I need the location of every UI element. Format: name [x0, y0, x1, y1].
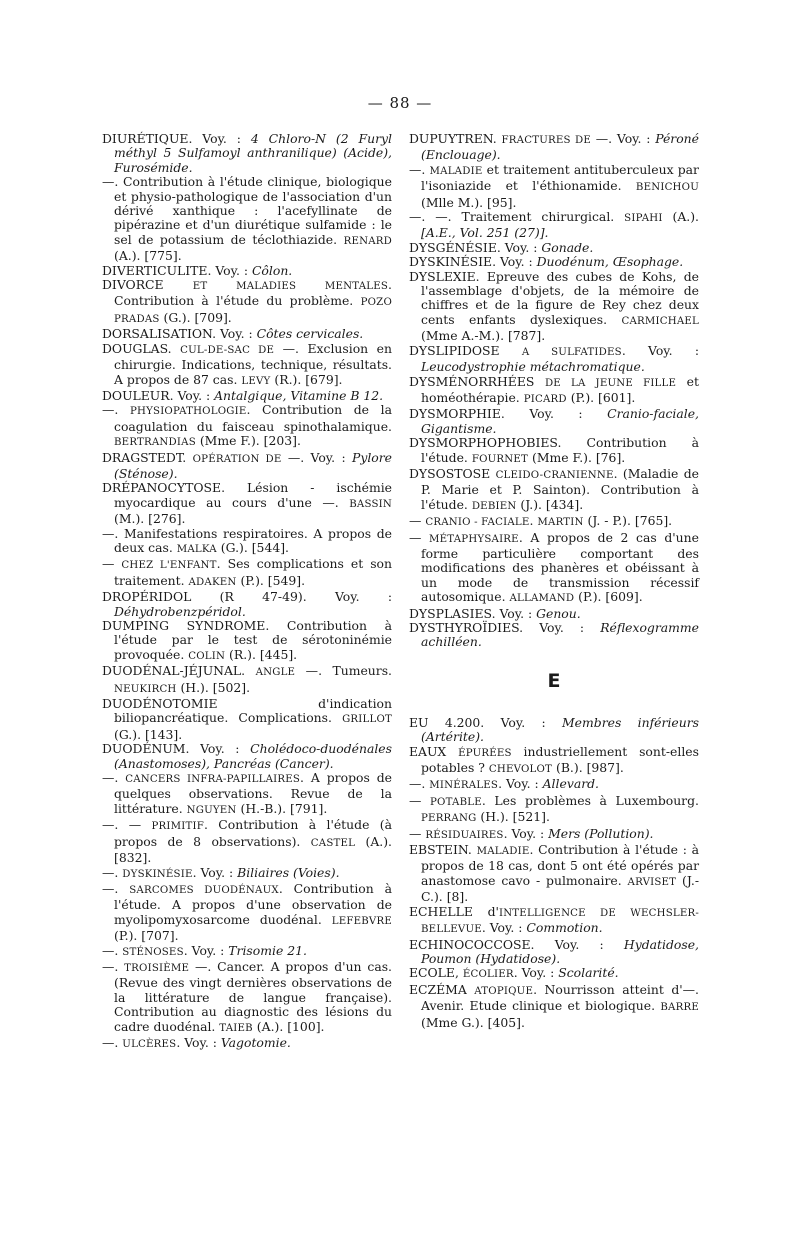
author-smallcaps: MÉTAPHYSAIRE — [429, 533, 519, 545]
author-smallcaps: OPÉRATION DE — [192, 453, 282, 465]
author-smallcaps: STÉNOSES — [122, 946, 184, 958]
author-smallcaps: CASTEL — [310, 837, 356, 849]
cross-reference: Réflexogramme achilléen. — [421, 620, 699, 650]
author-smallcaps: SIPAHI — [624, 213, 663, 225]
cross-reference: Antalgique, Vitamine B 12. — [214, 387, 384, 403]
index-entry: —. MALADIE et traitement antituberculeux par l'isoniazide et l'éthionamide. BENICHOU (Mlle M.). [95]. — [409, 161, 699, 210]
index-entry: DYSMORPHOPHOBIES. Contribution à l'étude. FOURNET (Mme F.). [76]. — [409, 435, 699, 465]
author-smallcaps: CARMICHAEL — [621, 315, 699, 327]
index-entry: ECZÉMA ATOPIQUE. Nourrisson atteint d'—. Avenir. Etude clinique et biologique. BARRE (Mme G.). [405]. — [409, 981, 699, 1030]
cross-reference: Trisomie 21. — [228, 942, 307, 958]
author-smallcaps: POTABLE — [430, 796, 482, 808]
index-entry: DUODÉNUM. Voy. : Cholédoco-duodénales (Anastomoses), Pancréas (Cancer). — [102, 741, 392, 771]
index-entry: — CRANIO - FACIALE. MARTIN (J. - P.). [765]. — [409, 513, 673, 529]
author-smallcaps: POZO PRADAS — [114, 297, 392, 325]
index-entry: DUPUYTREN. FRACTURES DE —. Voy. : Péroné (Enclouage). — [409, 131, 699, 163]
index-entry: ECHINOCOCCOSE. Voy. : Hydatidose, Poumon (Hydatidose). — [409, 936, 699, 966]
author-smallcaps: FRACTURES DE — [501, 135, 591, 146]
author-smallcaps: ULCÈRES — [122, 1038, 177, 1050]
cross-reference: Vagotomie. — [220, 1034, 291, 1050]
author-smallcaps: MARTIN — [537, 517, 584, 529]
author-smallcaps: ÉCOLIER — [462, 969, 514, 981]
author-smallcaps: DEBIEN — [471, 500, 517, 512]
author-smallcaps: CRANIO - FACIALE — [425, 517, 530, 529]
author-smallcaps: DE LA JEUNE FILLE — [544, 377, 677, 389]
author-smallcaps: MALADIE — [476, 846, 530, 858]
author-smallcaps: CUL-DE-SAC DE — [180, 344, 275, 356]
author-smallcaps: RENARD — [343, 235, 392, 247]
author-smallcaps: GRILLOT — [342, 714, 392, 726]
right-column-entries-e — [409, 716, 699, 1030]
author-smallcaps: NGUYEN — [186, 804, 237, 816]
author-smallcaps: BARRE — [660, 1002, 699, 1014]
index-entry: EBSTEIN. MALADIE. Contribution à l'étude : à propos de 18 cas, dont 5 ont été opérés par anastomose cavo - pulmonaire. ARVISET (J.-C.). [8]. — [409, 842, 700, 905]
index-entry: DIVERTICULITE. Voy. : Côlon. — [102, 262, 293, 278]
index-entry: DROPÉRIDOL (R 47-49). Voy. : Déhydrobenzpéridol. — [102, 589, 392, 619]
author-smallcaps: LEVY — [241, 375, 271, 387]
index-entry: DOULEUR. Voy. : Antalgique, Vitamine B 12. — [102, 387, 384, 403]
index-entry: DYSGÉNÉSIE. Voy. : Gonade. — [409, 239, 594, 255]
author-smallcaps: CANCERS INFRA-PAPILLAIRES — [125, 774, 301, 786]
cross-reference: Cholédoco-duodénales (Anastomoses), Pancréas (Cancer). — [114, 741, 392, 771]
cross-reference: Péroné (Enclouage). — [421, 131, 699, 163]
index-entry: DYSLIPIDOSE A SULFATIDES. Voy. : Leucodystrophie métachromatique. — [409, 342, 699, 375]
right-column-entries-d — [409, 132, 699, 650]
author-smallcaps: PHYSIOPATHOLOGIE — [129, 406, 247, 418]
cross-reference: Membres inférieurs (Artérite). — [421, 714, 699, 745]
author-smallcaps: MALKA — [176, 543, 217, 555]
author-smallcaps: ÉPURÉES — [458, 747, 512, 759]
index-entry: —. ULCÈRES. Voy. : Vagotomie. — [102, 1034, 291, 1050]
author-smallcaps: ET MALADIES MENTALES — [192, 281, 389, 293]
index-entry: —. —. Traitement chirurgical. SIPAHI (A.). [A.E., Vol. 251 (27)]. — [409, 209, 700, 241]
author-smallcaps: TAIEB — [219, 1022, 253, 1034]
author-smallcaps: COLIN — [188, 650, 226, 662]
index-entry: DYSMORPHIE. Voy. : Cranio-faciale, Gigantisme. — [409, 406, 699, 436]
author-smallcaps: MINÉRALES — [429, 780, 499, 792]
author-smallcaps: PRIMITIF — [151, 821, 204, 833]
left-column — [102, 132, 392, 1052]
author-smallcaps: ANGLE — [255, 667, 296, 679]
cross-reference: Hydatidose, Poumon (Hydatidose). — [421, 936, 699, 966]
right-column — [409, 132, 699, 1030]
cross-reference: Duodénum, Œsophage. — [536, 254, 684, 270]
index-entry: DYSKINÉSIE. Voy. : Duodénum, Œsophage. — [409, 254, 684, 270]
cross-reference: Allevard. — [542, 776, 599, 792]
index-entry: —. — PRIMITIF. Contribution à l'étude (à propos de 8 observations). CASTEL (A.). [832]. — [102, 817, 392, 866]
cross-reference: Pylore (Sténose). — [114, 449, 392, 481]
cross-reference: Leucodystrophie métachromatique. — [421, 359, 645, 375]
index-entry: DIURÉTIQUE. Voy. : 4 Chloro-N (2 Furyl méthyl 5 Sulfamoyl anthranilique) (Acide), Furosémide. — [102, 131, 392, 175]
cross-reference: Côlon. — [251, 262, 293, 278]
author-smallcaps: BENICHOU — [635, 182, 699, 194]
index-entry: DUODÉNAL-JÉJUNAL. ANGLE —. Tumeurs. NEUKIRCH (H.). [502]. — [102, 663, 392, 695]
index-entry: DRAGSTEDT. OPÉRATION DE —. Voy. : Pylore (Sténose). — [102, 449, 392, 481]
author-smallcaps: ARVISET — [627, 876, 677, 888]
author-smallcaps: A SULFATIDES — [521, 346, 622, 358]
index-entry: DYSPLASIES. Voy. : Genou. — [409, 605, 581, 621]
index-entry: DUMPING SYNDROME. Contribution à l'étude par le test de sérotoninémie provoquée. COLIN (R.). [445]. — [102, 618, 392, 662]
index-entry: —. MINÉRALES. Voy. : Allevard. — [409, 776, 599, 792]
cross-reference: Mers (Pollution). — [548, 825, 654, 841]
index-entry: —. DYSKINÉSIE. Voy. : Biliaires (Voies). — [102, 864, 340, 880]
page-number: — 88 — — [367, 94, 433, 112]
index-entry: DRÉPANOCYTOSE. Lésion - ischémie myocardique au cours d'une —. BASSIN (M.). [276]. — [102, 480, 392, 527]
cross-reference: Scolarité. — [558, 965, 619, 981]
cross-reference: Cranio-faciale, Gigantisme. — [421, 406, 699, 436]
index-entry: — CHEZ L'ENFANT. Ses complications et son traitement. ADAKEN (P.). [549]. — [102, 556, 392, 588]
author-smallcaps: DYSKINÉSIE — [122, 868, 193, 880]
index-entry: DOUGLAS. CUL-DE-SAC DE —. Exclusion en chirurgie. Indications, technique, résultats. A propos de 87 cas. LEVY (R.). [679]. — [102, 340, 392, 387]
index-entry: — MÉTAPHYSAIRE. A propos de 2 cas d'une forme particulière comportant des modifications des phanères et obéissant à un mode de transmission récessif autosomique. ALLAMAND (P.). [609]. — [409, 529, 699, 605]
cross-reference: Gonade. — [541, 239, 594, 255]
index-entry: DIVORCE ET MALADIES MENTALES. Contribution à l'étude du problème. POZO PRADAS (G.). [709]. — [102, 277, 392, 325]
author-smallcaps: RÉSIDUAIRES — [425, 829, 504, 841]
cross-reference: Commotion. — [526, 920, 603, 936]
index-entry: ECHELLE d'INTELLIGENCE DE WECHSLER-BELLEVUE. Voy. : Commotion. — [409, 903, 699, 936]
cross-reference: Biliaires (Voies). — [237, 864, 340, 880]
author-smallcaps: ADAKEN — [188, 576, 237, 588]
index-entry: —. TROISIÈME —. Cancer. A propos d'un cas. (Revue des vingt dernières observations de la littérature de langue française). Contribution au diagnostic des lésions du cadre duodénal. TAIEB (A.). [100]. — [102, 958, 392, 1034]
author-smallcaps: INTELLIGENCE DE WECHSLER-BELLEVUE — [421, 907, 699, 936]
cross-reference: Côtes cervicales. — [256, 326, 364, 342]
index-entry: —. Manifestations respiratoires. A propos de deux cas. MALKA (G.). [544]. — [102, 525, 392, 555]
author-smallcaps: PICARD — [523, 393, 567, 405]
index-entry: DORSALISATION. Voy. : Côtes cervicales. — [102, 326, 364, 342]
author-smallcaps: BASSIN — [349, 498, 392, 510]
author-smallcaps: TROISIÈME — [124, 962, 190, 974]
author-smallcaps: FOURNET — [471, 453, 529, 465]
index-entry: —. SARCOMES DUODÉNAUX. Contribution à l'étude. A propos d'une observation de myolipomyxosarcome duodénal. LEFEBVRE (P.). [707]. — [102, 880, 392, 944]
index-entry: ECOLE, ÉCOLIER. Voy. : Scolarité. — [409, 965, 619, 981]
cross-reference: [A.E., Vol. 251 (27)]. — [421, 225, 549, 241]
cross-reference: Déhydrobenzpéridol. — [114, 603, 246, 619]
author-smallcaps: NEUKIRCH — [114, 683, 177, 695]
index-entry: DYSTHYROÏDIES. Voy. : Réflexogramme achilléen. — [409, 620, 699, 650]
index-entry: —. PHYSIOPATHOLOGIE. Contribution de la coagulation du faisceau spinothalamique. BERTRANDIAS (Mme F.). [203]. — [102, 402, 392, 449]
index-entry: EU 4.200. Voy. : Membres inférieurs (Artérite). — [409, 714, 699, 745]
cross-reference: Genou. — [536, 605, 581, 621]
index-entry: EAUX ÉPURÉES industriellement sont-elles potables ? CHEVOLOT (B.). [987]. — [409, 743, 699, 776]
author-smallcaps: MALADIE — [429, 165, 483, 177]
author-smallcaps: ALLAMAND — [509, 593, 575, 605]
author-smallcaps: BERTRANDIAS — [114, 437, 196, 449]
index-entry: — RÉSIDUAIRES. Voy. : Mers (Pollution). — [409, 825, 654, 841]
author-smallcaps: CHEVOLOT — [488, 764, 553, 776]
index-entry: DUODÉNOTOMIE d'indication biliopancréatique. Complications. GRILLOT (G.). [143]. — [102, 696, 392, 742]
index-entry: DYSOSTOSE CLEIDO-CRANIENNE. (Maladie de P. Marie et P. Sainton). Contribution à l'étude. DEBIEN (J.). [434]. — [409, 465, 699, 512]
author-smallcaps: CLEIDO-CRANIENNE — [495, 469, 614, 481]
index-entry: DYSLEXIE. Epreuve des cubes de Kohs, de l'assemblage d'objets, de la mémoire de chiffres et de la figure de Rey chez deux cents enfants dyslexiques. CARMICHAEL (Mme A.-M.). [787]. — [409, 268, 699, 344]
cross-reference: 4 Chloro-N (2 Furyl méthyl 5 Sulfamoyl anthranilique) (Acide), Furosémide. — [114, 131, 392, 175]
author-smallcaps: PERRANG — [421, 813, 477, 825]
index-entry: —. Contribution à l'étude clinique, biologique et physio-pathologique de l'association d'un dérivé xanthique : l'acefyllinate de pipérazine et d'un diurétique sulfamide : le sel de potassium de téclothiazide. RENARD (A.). [775]. — [102, 174, 392, 264]
index-entry: DYSMÉNORRHÉES DE LA JEUNE FILLE et homéothérapie. PICARD (P.). [601]. — [409, 373, 699, 405]
author-smallcaps: LEFEBVRE — [331, 915, 392, 927]
author-smallcaps: ATOPIQUE — [474, 985, 534, 997]
section-letter-heading: E — [547, 669, 561, 692]
index-entry: —. STÉNOSES. Voy. : Trisomie 21. — [102, 942, 307, 958]
index-entry: — POTABLE. Les problèmes à Luxembourg. PERRANG (H.). [521]. — [409, 792, 699, 825]
author-smallcaps: CHEZ L'ENFANT — [121, 560, 217, 572]
author-smallcaps: SARCOMES DUODÉNAUX — [129, 884, 279, 896]
index-entry: —. CANCERS INFRA-PAPILLAIRES. A propos de quelques observations. Revue de la littérature. NGUYEN (H.-B.). [791]. — [102, 770, 392, 816]
